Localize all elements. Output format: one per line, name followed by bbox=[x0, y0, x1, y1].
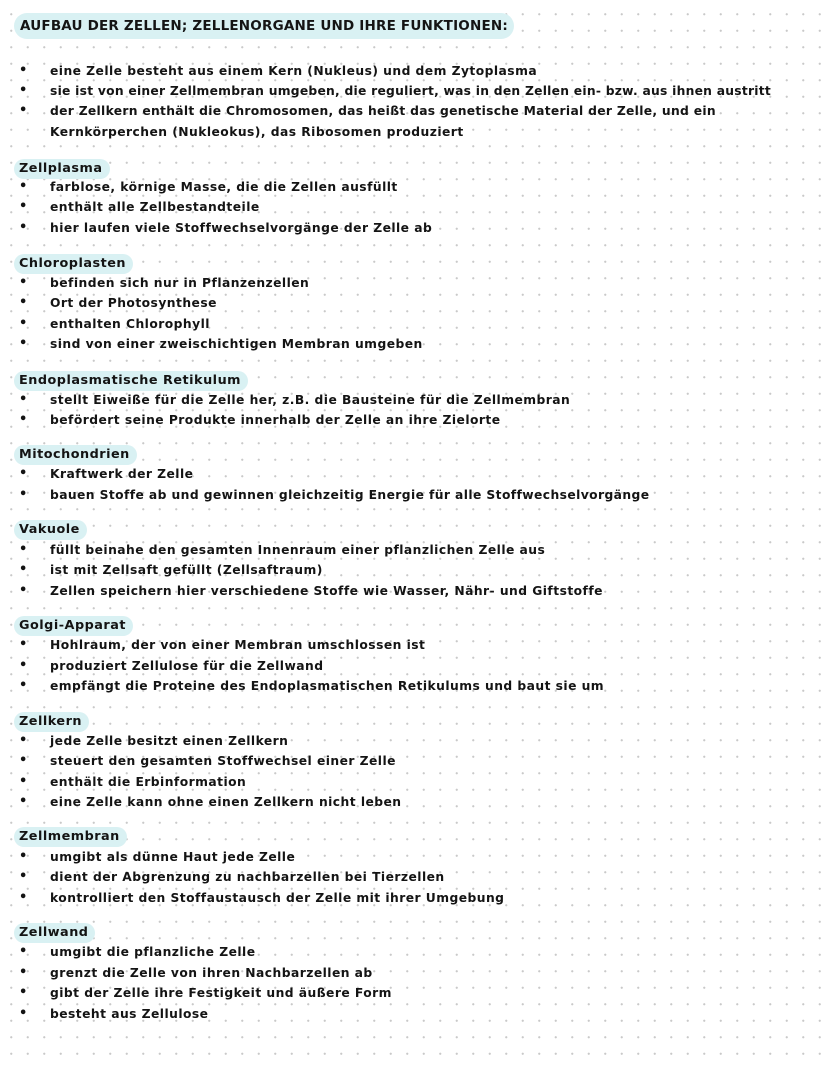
bullet-icon: • bbox=[19, 466, 28, 481]
bullet-icon: • bbox=[19, 985, 28, 1000]
bullet-icon: • bbox=[19, 542, 28, 557]
list-item-text: besteht aus Zellulose bbox=[50, 1007, 209, 1021]
list-item-text: sie ist von einer Zellmembran umgeben, die reguliert, was in den Zellen ein- bzw. aus ihnen austritt bbox=[50, 84, 771, 98]
list-item-text: sind von einer zweischichtigen Membran umgeben bbox=[50, 337, 423, 351]
section-heading: Zellkern bbox=[14, 712, 89, 732]
list-item bbox=[0, 411, 828, 429]
bullet-icon: • bbox=[19, 63, 28, 78]
list-item-text: eine Zelle kann ohne einen Zellkern nicht leben bbox=[50, 795, 402, 809]
list-item bbox=[0, 773, 828, 791]
list-item-continuation: Kernkörperchen (Nukleokus), das Ribosomen produziert bbox=[50, 125, 464, 139]
list-item-text: enthalten Chlorophyll bbox=[50, 317, 210, 331]
list-item-text: Ort der Photosynthese bbox=[50, 296, 217, 310]
section-heading: Golgi-Apparat bbox=[14, 616, 133, 636]
list-item-text: gibt der Zelle ihre Festigkeit und äußere Form bbox=[50, 986, 392, 1000]
list-item-text: ist mit Zellsaft gefüllt (Zellsaftraum) bbox=[50, 563, 323, 577]
list-item-text: umgibt als dünne Haut jede Zelle bbox=[50, 850, 296, 864]
bullet-icon: • bbox=[19, 83, 28, 98]
list-item bbox=[0, 752, 828, 770]
list-item bbox=[0, 889, 828, 907]
list-item-text: kontrolliert den Stoffaustausch der Zelle mit ihrer Umgebung bbox=[50, 891, 505, 905]
list-item bbox=[0, 391, 828, 409]
list-item-text: hier laufen viele Stoffwechselvorgänge der Zelle ab bbox=[50, 221, 433, 235]
list-item bbox=[0, 294, 828, 312]
bullet-icon: • bbox=[19, 733, 28, 748]
section-heading: Chloroplasten bbox=[14, 254, 133, 274]
bullet-icon: • bbox=[19, 944, 28, 959]
bullet-icon: • bbox=[19, 637, 28, 652]
list-item-text: befördert seine Produkte innerhalb der Zelle an ihre Zielorte bbox=[50, 413, 501, 427]
list-item-text: eine Zelle besteht aus einem Kern (Nukleus) und dem Zytoplasma bbox=[50, 64, 538, 78]
section-heading: Zellplasma bbox=[14, 159, 110, 179]
list-item bbox=[0, 465, 828, 483]
list-item bbox=[0, 219, 828, 237]
list-item bbox=[0, 582, 828, 600]
bullet-icon: • bbox=[19, 336, 28, 351]
list-item bbox=[0, 1005, 828, 1023]
bullet-icon: • bbox=[19, 869, 28, 884]
list-item bbox=[0, 793, 828, 811]
section-heading: Zellmembran bbox=[14, 827, 127, 847]
list-item bbox=[0, 102, 828, 120]
bullet-icon: • bbox=[19, 774, 28, 789]
list-item-text: enthält die Erbinformation bbox=[50, 775, 247, 789]
section-heading: Zellwand bbox=[14, 923, 95, 943]
bullet-icon: • bbox=[19, 487, 28, 502]
list-item bbox=[0, 274, 828, 292]
bullet-icon: • bbox=[19, 678, 28, 693]
list-item bbox=[0, 943, 828, 961]
list-item-text: umgibt die pflanzliche Zelle bbox=[50, 945, 256, 959]
bullet-icon: • bbox=[19, 583, 28, 598]
list-item-text: Hohlraum, der von einer Membran umschlossen ist bbox=[50, 638, 426, 652]
list-item bbox=[0, 561, 828, 579]
list-item bbox=[0, 984, 828, 1002]
list-item bbox=[0, 848, 828, 866]
list-item-text: empfängt die Proteine des Endoplasmatischen Retikulums und baut sie um bbox=[50, 679, 605, 693]
list-item-text: bauen Stoffe ab und gewinnen gleichzeitig Energie für alle Stoffwechselvorgänge bbox=[50, 488, 650, 502]
section-heading: Mitochondrien bbox=[14, 445, 137, 465]
bullet-icon: • bbox=[19, 103, 28, 118]
list-item-text: stellt Eiweiße für die Zelle her, z.B. die Bausteine für die Zellmembran bbox=[50, 393, 571, 407]
list-item-text: der Zellkern enthält die Chromosomen, das heißt das genetische Material der Zelle, und ein bbox=[50, 104, 716, 118]
list-item bbox=[0, 315, 828, 333]
bullet-icon: • bbox=[19, 562, 28, 577]
list-item bbox=[0, 868, 828, 886]
bullet-icon: • bbox=[19, 753, 28, 768]
list-item-text: grenzt die Zelle von ihren Nachbarzellen ab bbox=[50, 966, 373, 980]
bullet-icon: • bbox=[19, 890, 28, 905]
list-item-text: steuert den gesamten Stoffwechsel einer Zelle bbox=[50, 754, 396, 768]
list-item-text: jede Zelle besitzt einen Zellkern bbox=[50, 734, 289, 748]
list-item bbox=[0, 657, 828, 675]
list-item bbox=[0, 178, 828, 196]
bullet-icon: • bbox=[19, 275, 28, 290]
list-item-text: füllt beinahe den gesamten Innenraum einer pflanzlichen Zelle aus bbox=[50, 543, 546, 557]
list-item bbox=[0, 62, 828, 80]
list-item bbox=[0, 486, 828, 504]
list-item bbox=[0, 636, 828, 654]
bullet-icon: • bbox=[19, 965, 28, 980]
list-item-text: produziert Zellulose für die Zellwand bbox=[50, 659, 324, 673]
bullet-icon: • bbox=[19, 179, 28, 194]
section-heading: Endoplasmatische Retikulum bbox=[14, 371, 248, 391]
list-item bbox=[0, 964, 828, 982]
bullet-icon: • bbox=[19, 295, 28, 310]
bullet-icon: • bbox=[19, 658, 28, 673]
list-item-text: dient der Abgrenzung zu nachbarzellen bei Tierzellen bbox=[50, 870, 445, 884]
list-item bbox=[0, 732, 828, 750]
section-heading: Vakuole bbox=[14, 520, 87, 540]
bullet-icon: • bbox=[19, 392, 28, 407]
bullet-icon: • bbox=[19, 794, 28, 809]
bullet-icon: • bbox=[19, 849, 28, 864]
list-item bbox=[0, 82, 828, 100]
list-item-text: farblose, körnige Masse, die die Zellen ausfüllt bbox=[50, 180, 398, 194]
list-item-text: Kraftwerk der Zelle bbox=[50, 467, 194, 481]
list-item bbox=[0, 335, 828, 353]
bullet-icon: • bbox=[19, 199, 28, 214]
list-item bbox=[0, 198, 828, 216]
list-item-text: enthält alle Zellbestandteile bbox=[50, 200, 260, 214]
bullet-icon: • bbox=[19, 316, 28, 331]
bullet-icon: • bbox=[19, 1006, 28, 1021]
bullet-icon: • bbox=[19, 220, 28, 235]
list-item-text: Zellen speichern hier verschiedene Stoffe wie Wasser, Nähr- und Giftstoffe bbox=[50, 584, 603, 598]
bullet-icon: • bbox=[19, 412, 28, 427]
list-item bbox=[0, 541, 828, 559]
list-item bbox=[0, 677, 828, 695]
page-title: AUFBAU DER ZELLEN; ZELLENORGANE UND IHRE FUNKTIONEN: bbox=[14, 13, 514, 39]
list-item-text: befinden sich nur in Pflanzenzellen bbox=[50, 276, 310, 290]
